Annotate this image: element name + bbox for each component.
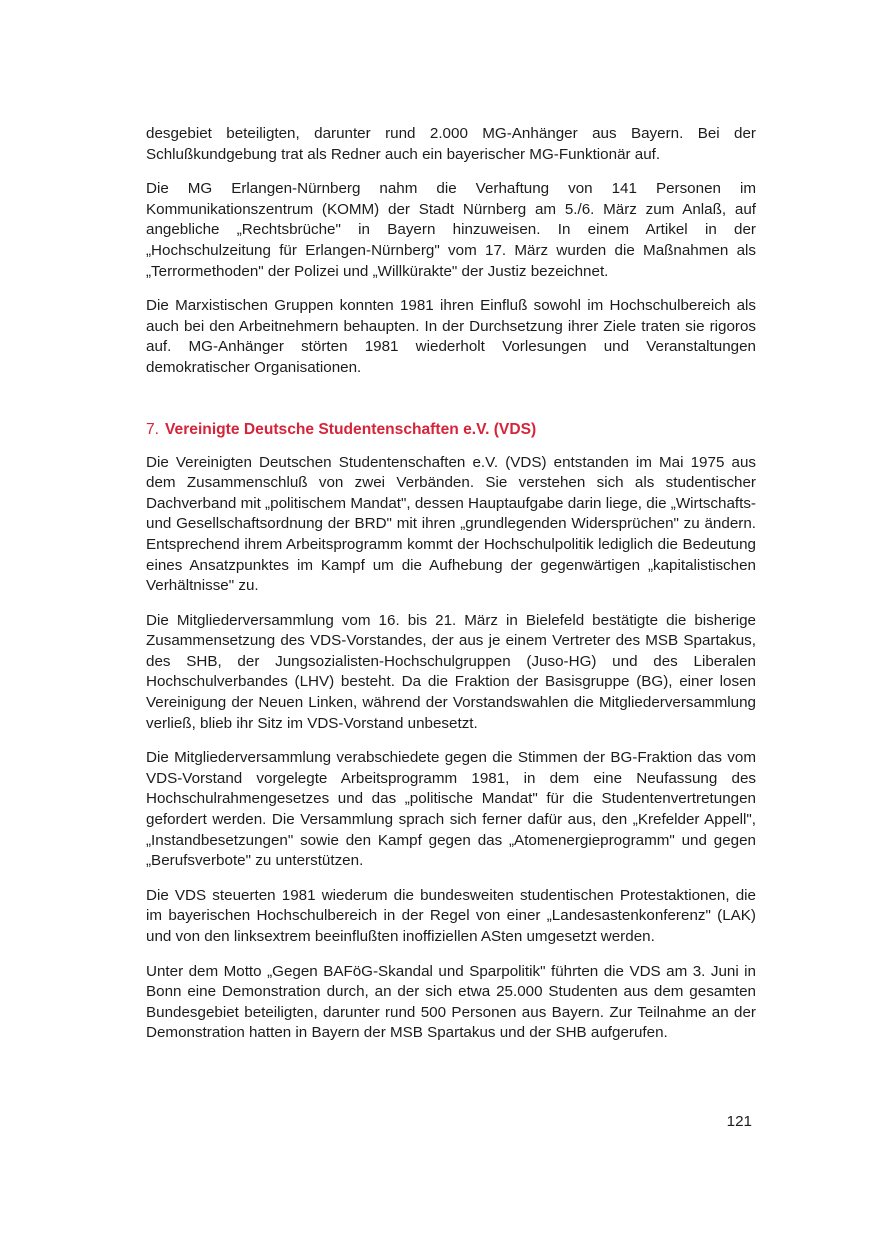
paragraph-vds-assembly: Die Mitgliederversammlung vom 16. bis 21. März in Bielefeld bestätigte die bisherige Zusammensetzung des VDS-Vorstandes, der aus je einem Vertreter des MSB Spartakus, des SHB, der Jungsozialisten-Hochschulgruppen (Juso-HG) und des Liberalen Hochschulverbandes (LHV) besteht. Da die Fraktion der Basisgruppe (BG), einer losen Vereinigung der Neuen Linken, während der Vorstandswahlen die Mitgliederversammlung verließ, blieb ihr Sitz im VDS-Vorstand unbesetzt. — [146, 611, 756, 732]
paragraph-mg-influence: Die Marxistischen Gruppen konnten 1981 ihren Einfluß sowohl im Hochschulbereich als auch bei den Arbeitnehmern behaupten. In der Durchsetzung ihrer Ziele traten sie rigoros auf. MG-Anhänger störten 1981 wiederholt Vorlesungen und Veranstaltungen demokratischer Organisationen. — [146, 297, 756, 376]
paragraph-mg-rally: desgebiet beteiligten, darunter rund 2.000 MG-Anhänger aus Bayern. Bei der Schlußkundgebung trat als Redner auch ein bayerischer MG-Funktionär auf. — [146, 125, 756, 163]
paragraph-vds-origin: Die Vereinigten Deutschen Studentenschaften e.V. (VDS) entstanden im Mai 1975 aus dem Zusammenschluß von zwei Verbänden. Sie verstehen sich als studentischer Dachverband mit „politischem Mandat", dessen Hauptaufgabe darin liege, die „Wirtschafts- und Gesellschaftsordnung der BRD" mit ihren „grundlegenden Widersprüchen" zu ändern. Entsprechend ihrem Arbeitsprogramm kommt der Hochschulpolitik lediglich die Bedeutung eines Ansatzpunktes im Kampf um die Aufhebung der gegenwärtigen „kapitalistischen Verhältnisse" zu. — [146, 453, 756, 595]
paragraph-vds-protests: Die VDS steuerten 1981 wiederum die bundesweiten studentischen Protestaktionen, die im bayerischen Hochschulbereich in der Regel von einer „Landesastenkonferenz" (LAK) und von den linksextrem beeinflußten inoffiziellen ASten umgesetzt werden. — [146, 886, 756, 945]
paragraph-vds-program: Die Mitgliederversammlung verabschiedete gegen die Stimmen der BG-Fraktion das vom VDS-Vorstand vorgelegte Arbeitsprogramm 1981, in dem eine Neufassung des Hochschulrahmengesetzes und das „politische Mandat" für die Studentenvertretungen gefordert werden. Die Versammlung sprach sich ferner dafür aus, den „Krefelder Appell", „Instandbesetzungen" sowie den Kampf gegen das „Atomenergieprogramm" und gegen „Berufsverbote" zu unterstützen. — [146, 749, 756, 870]
paragraph-vds-demonstration: Unter dem Motto „Gegen BAFöG-Skandal und Sparpolitik" führten die VDS am 3. Juni in Bonn eine Demonstration durch, an der sich etwa 25.000 Studenten aus dem gesamten Bundesgebiet beteiligten, darunter rund 500 Personen aus Bayern. Zur Teilnahme an der Demonstration hatten in Bayern der MSB Spartakus und der SHB aufgerufen. — [146, 962, 756, 1042]
section-heading-vds — [146, 419, 756, 441]
section-title: Vereinigte Deutsche Studentenschaften e.V. (VDS) — [165, 420, 537, 438]
text-column — [146, 124, 756, 1058]
section-number: 7. — [146, 420, 160, 438]
paragraph-mg-erlangen: Die MG Erlangen-Nürnberg nahm die Verhaftung von 141 Personen im Kommunikationszentrum (KOMM) der Stadt Nürnberg am 5./6. März zum Anlaß, auf angebliche „Rechtsbrüche" in Bayern hinzuweisen. In einem Artikel in der „Hochschulzeitung für Erlangen-Nürnberg" vom 17. März wurden die Maßnahmen als „Terrormethoden" der Polizei und „Willkürakte" der Justiz bezeichnet. — [146, 180, 756, 280]
page-number: 121 — [726, 1113, 752, 1130]
